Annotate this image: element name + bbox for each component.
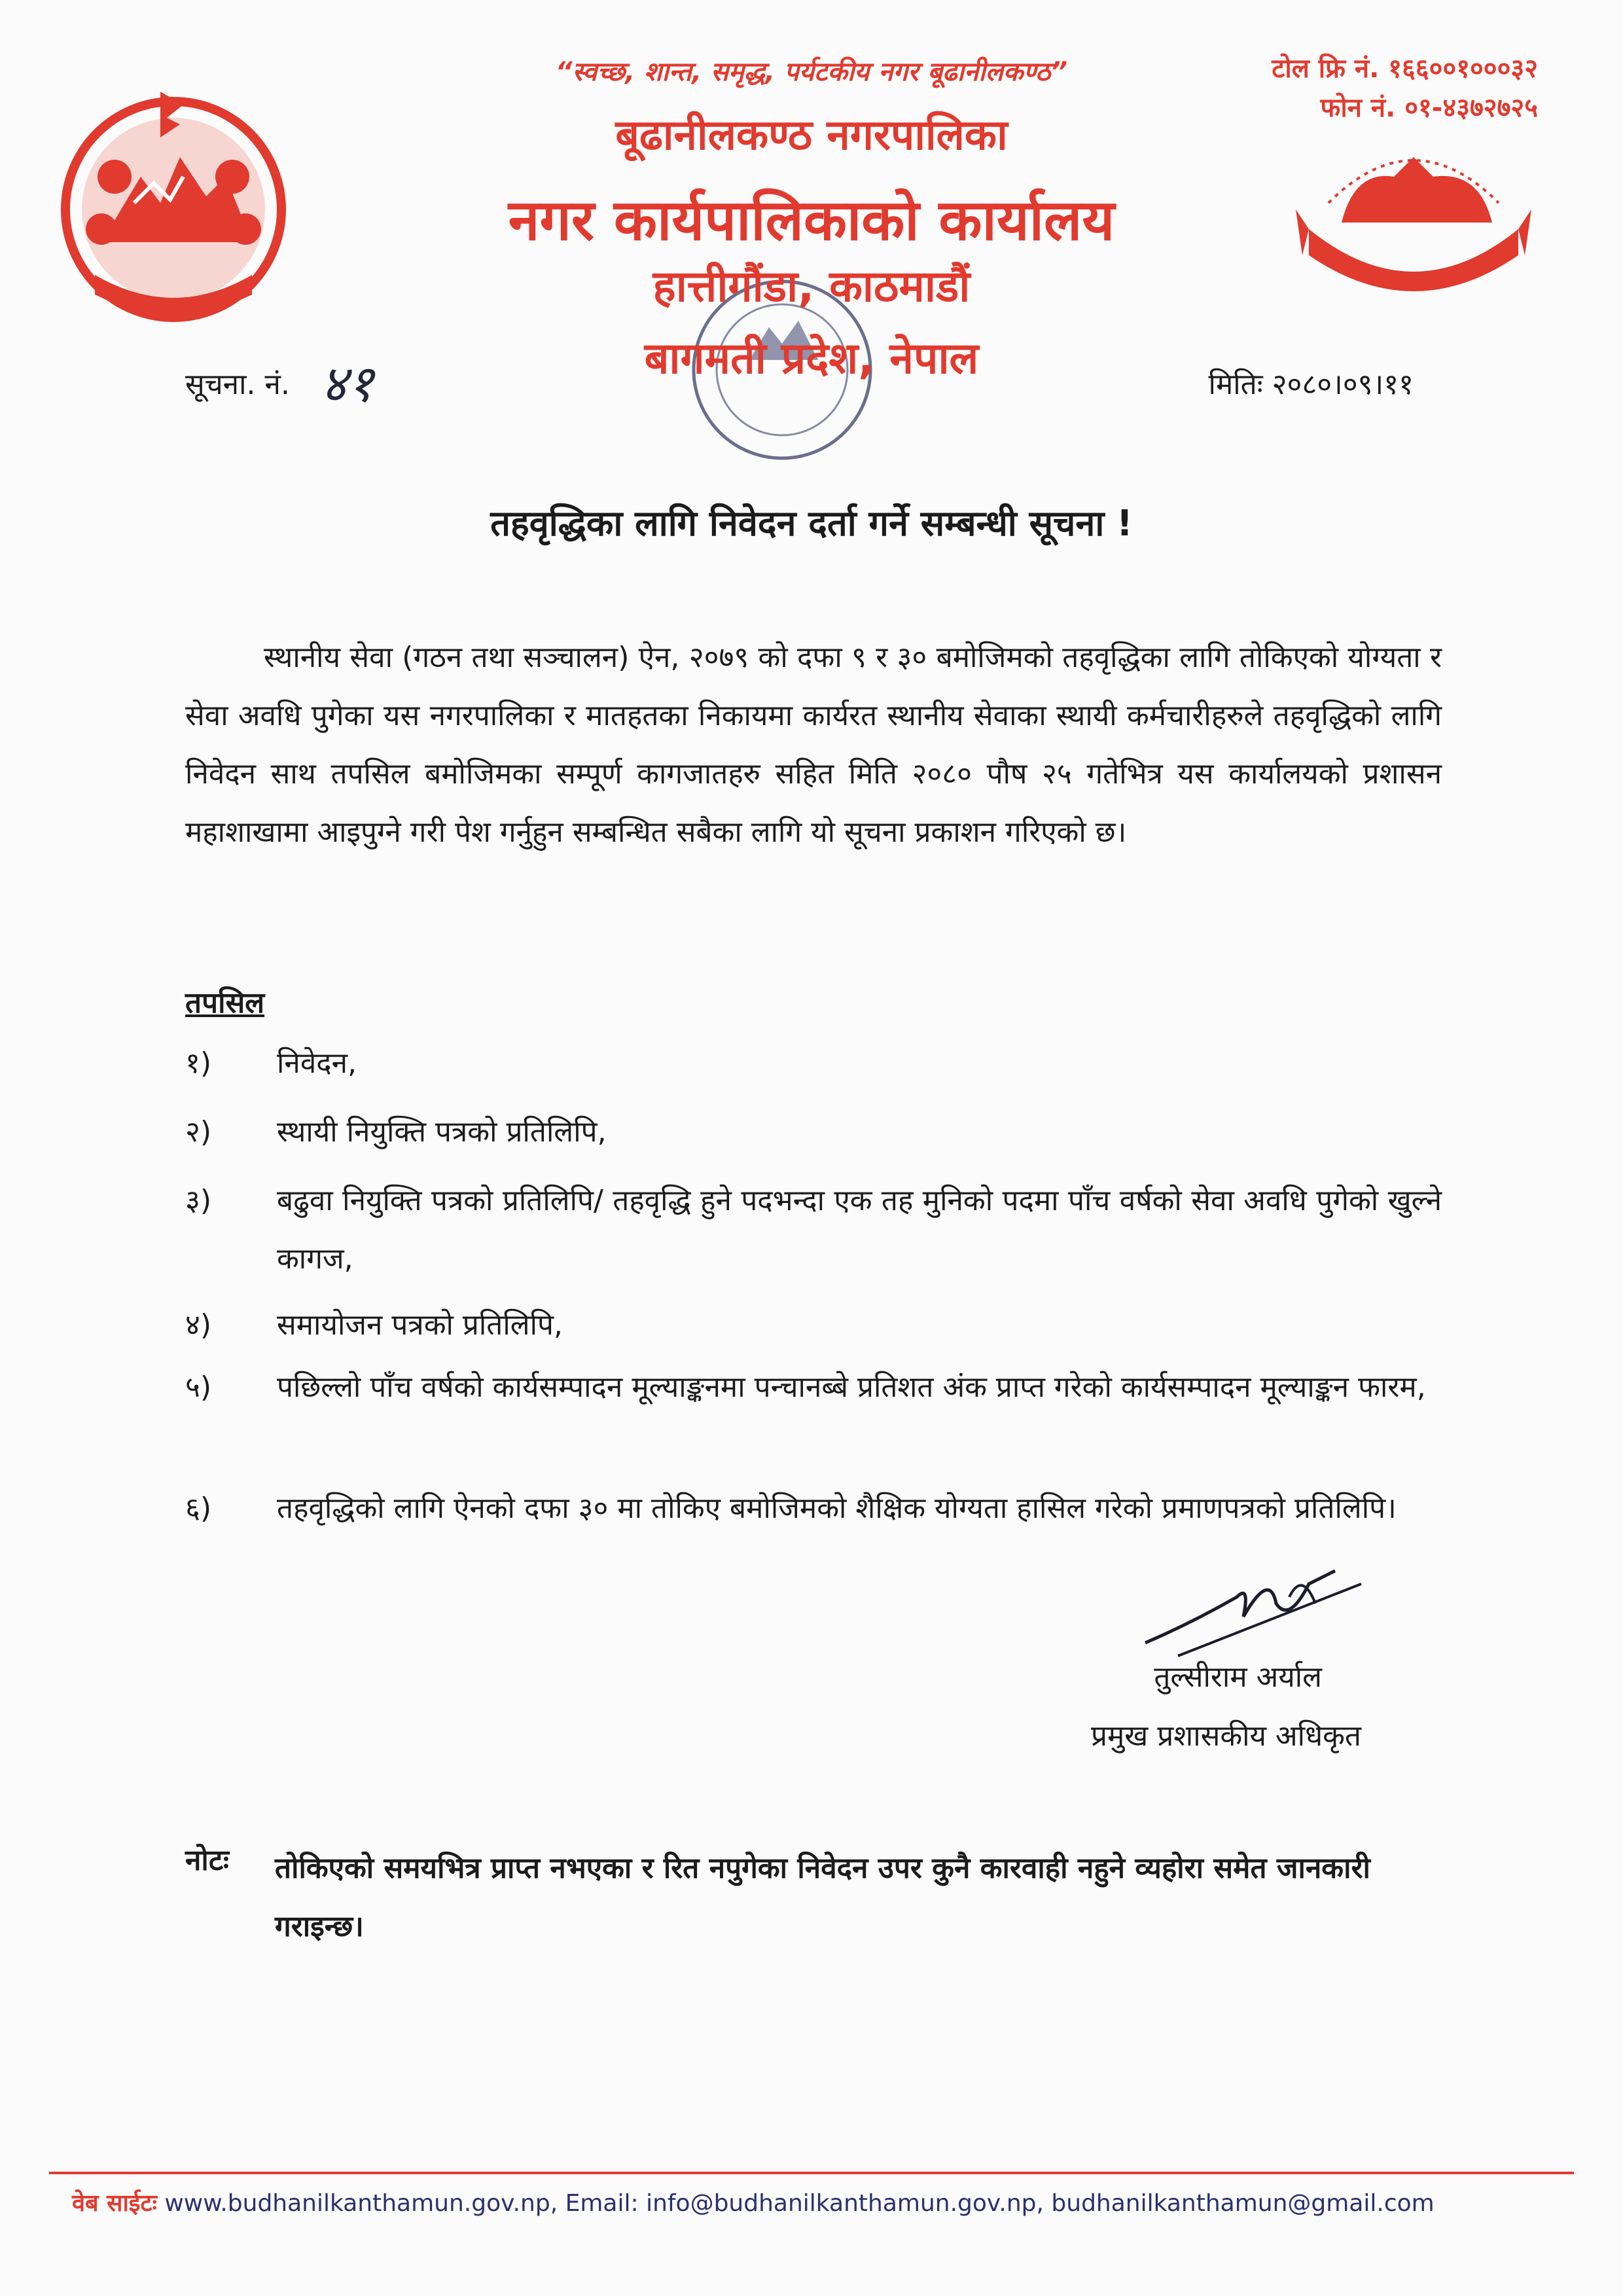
list-item-text: तहवृद्धिको लागि ऐनको दफा ३० मा तोकिए बमोजिमको शैक्षिक योग्यता हासिल गरेको प्रमाणपत्रको प्रतिलिपि।: [277, 1492, 1397, 1525]
footer-divider: [49, 2172, 1574, 2174]
list-title: तपसिल: [185, 986, 265, 1020]
list-item: [185, 1172, 1442, 1289]
note-text: तोकिएको समयभित्र प्राप्त नभएका र रित नपुगेका निवेदन उपर कुनै कारवाही नहुने व्यहोरा समेत जानकारी गराइन्छ।: [275, 1852, 1370, 1943]
address-line2: बागमती प्रदेश, नेपाल: [644, 333, 979, 384]
signature: [1139, 1558, 1387, 1662]
list-item-number: ३): [185, 1184, 212, 1217]
notice-body: स्थानीय सेवा (गठन तथा सञ्चालन) ऐन, २०७९ को दफा ९ र ३० बमोजिमको तहवृद्धिका लागि तोकिएको योग्यता र सेवा अवधि पुगेका यस नगरपालिका र मातहतका निकायमा कार्यरत स्थानीय सेवाका स्थायी कर्मचारीहरुले तहवृद्धिको लागि निवेदन साथ तपसिल बमोजिमका सम्पूर्ण कागजातहरु सहित मिति २०८० पौष २५ गतेभित्र यस कार्यालयको प्रशासन महाशाखामा आइपुग्ने गरी पेश गर्नुहुन सम्बन्धित सबैका लागि यो सूचना प्रकाशन गरिएको छ।: [185, 641, 1442, 849]
list-item-text: निवेदन,: [277, 1047, 357, 1080]
signatory-title: प्रमुख प्रशासकीय अधिकृत: [1090, 1719, 1361, 1753]
signatory-name: तुल्सीराम अर्याल: [1154, 1660, 1322, 1694]
footer-label: वेब साईटः: [72, 2190, 157, 2217]
list-item-text: पछिल्लो पाँच वर्षको कार्यसम्पादन मूल्याङ्कनमा पन्चानब्बे प्रतिशत अंक प्राप्त गरेको कार्यसम्पादन मूल्याङ्कन फारम,: [277, 1371, 1426, 1404]
footer-contact: [72, 2186, 1435, 2218]
list-item: [185, 1034, 1442, 1092]
address-line1: हात्तीगौंडा, काठमाडौं: [652, 261, 971, 312]
list-item-number: ४): [185, 1308, 212, 1342]
slogan: “स्वच्छ, शान्त, समृद्ध, पर्यटकीय नगर बूढानीलकण्ठ”: [555, 57, 1068, 87]
list-item-number: २): [185, 1115, 212, 1149]
list-item: [185, 1296, 1442, 1354]
notice-subject: तहवृद्धिका लागि निवेदन दर्ता गर्ने सम्बन्धी सूचना !: [490, 503, 1133, 544]
list-item-text: स्थायी नियुक्ति पत्रको प्रतिलिपि,: [277, 1115, 607, 1149]
municipality-name: बूढानीलकण्ठ नगरपालिका: [615, 111, 1008, 160]
list-item-number: १): [185, 1047, 212, 1080]
phone-number: फोन नं. ०१-४३७२७२५: [1320, 93, 1538, 123]
notice-date: मितिः २०८०।०९।११: [1208, 368, 1414, 401]
list-item: [185, 1103, 1442, 1161]
list-item: [185, 1358, 1442, 1476]
notice-number-handwritten: ४१: [321, 355, 374, 414]
list-item-number: ५): [185, 1371, 212, 1404]
note-label: नोटः: [185, 1844, 229, 1877]
toll-free-number: टोल फ्रि नं. १६६००१०००३२: [1272, 54, 1538, 84]
footer-text: www.budhanilkanthamun.gov.np, Email: info@budhanilkanthamun.gov.np, budhanilkanthamun@gmail.com: [164, 2190, 1435, 2217]
notice-number-label: सूचना. नं.: [185, 368, 290, 401]
office-name: नगर कार्यपालिकाको कार्यालय: [508, 188, 1115, 253]
list-item-text: बढुवा नियुक्ति पत्रको प्रतिलिपि/ तहवृद्धि हुने पदभन्दा एक तह मुनिको पदमा पाँच वर्षको सेवा अवधि पुगेको खुल्ने कागज,: [277, 1184, 1442, 1276]
list-item-number: ६): [185, 1492, 212, 1525]
list-item-text: समायोजन पत्रको प्रतिलिपि,: [277, 1308, 563, 1342]
